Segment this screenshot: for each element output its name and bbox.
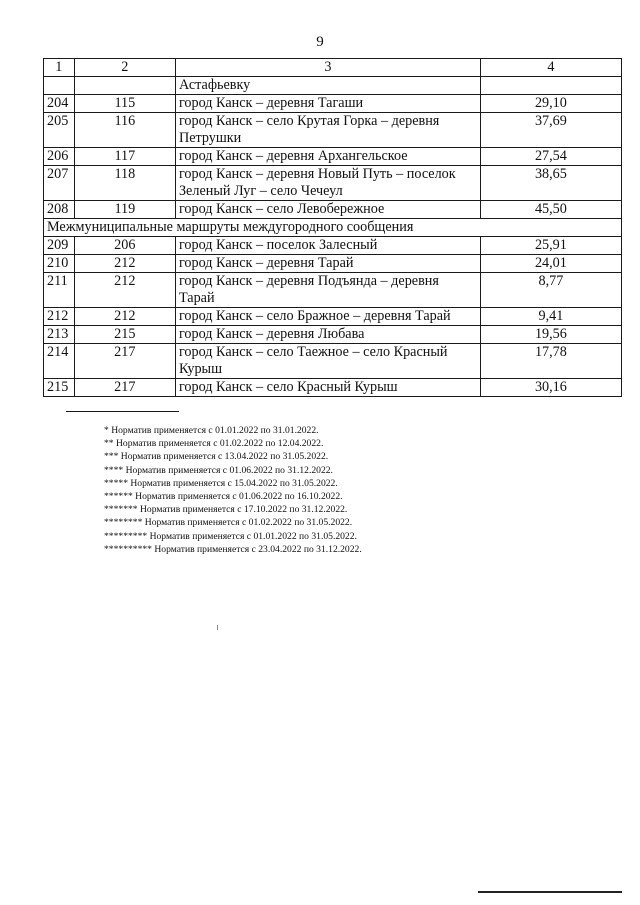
footnote-item: *** Норматив применяется с 13.04.2022 по 31.05.2022. (104, 451, 329, 463)
table-row (44, 273, 622, 308)
cell-col-2: 119 (74, 201, 175, 219)
cell-col-2: 117 (74, 148, 175, 166)
cell-col-2: 212 (74, 308, 175, 326)
cell-col-2 (74, 77, 175, 95)
cell-col-4: 37,69 (480, 113, 621, 148)
footnotes-list (104, 424, 362, 556)
scan-mark (217, 625, 218, 630)
header-cell-4: 4 (480, 59, 621, 77)
table-row (44, 255, 622, 273)
footnote-item: ***** Норматив применяется с 15.04.2022 по 31.05.2022. (104, 477, 338, 489)
cell-col-3: город Канск – село Крутая Горка – деревня Петрушки (175, 113, 480, 148)
table-header-row (44, 59, 622, 77)
cell-col-4 (480, 77, 621, 95)
cell-col-2: 217 (74, 344, 175, 379)
table-row (44, 326, 622, 344)
table-row (44, 77, 622, 95)
table-row (44, 148, 622, 166)
footnote-item: ****** Норматив применяется с 01.06.2022 по 16.10.2022. (104, 491, 343, 503)
cell-col-4: 9,41 (480, 308, 621, 326)
bottom-scan-line (478, 891, 622, 893)
header-cell-2: 2 (74, 59, 175, 77)
cell-col-3: город Канск – деревня Подъянда – деревня Тарай (175, 273, 480, 308)
cell-col-3: город Канск – село Бражное – деревня Тарай (175, 308, 480, 326)
footnote-item: ******** Норматив применяется с 01.02.2022 по 31.05.2022. (104, 517, 353, 529)
cell-col-1: 213 (44, 326, 75, 344)
cell-col-1: 208 (44, 201, 75, 219)
cell-col-3: город Канск – деревня Архангельское (175, 148, 480, 166)
cell-col-3: Астафьевку (175, 77, 480, 95)
cell-col-4: 19,56 (480, 326, 621, 344)
section-row (44, 219, 622, 237)
cell-col-2: 206 (74, 237, 175, 255)
cell-col-1: 209 (44, 237, 75, 255)
header-cell-1: 1 (44, 59, 75, 77)
cell-col-4: 38,65 (480, 166, 621, 201)
footnote-item: * Норматив применяется с 01.01.2022 по 31.01.2022. (104, 425, 319, 436)
cell-col-1: 211 (44, 273, 75, 308)
cell-col-1: 205 (44, 113, 75, 148)
table-row (44, 95, 622, 113)
cell-col-3: город Канск – деревня Тарай (175, 255, 480, 273)
footnote-item: ** Норматив применяется с 01.02.2022 по 12.04.2022. (104, 438, 324, 450)
cell-col-4: 24,01 (480, 255, 621, 273)
footnote-separator (66, 411, 179, 412)
cell-col-4: 30,16 (480, 379, 621, 397)
section-title: Межмуниципальные маршруты междугородного сообщения (44, 219, 622, 237)
routes-table (43, 58, 622, 397)
cell-col-1: 212 (44, 308, 75, 326)
cell-col-3: город Канск – село Красный Курыш (175, 379, 480, 397)
table-row (44, 166, 622, 201)
cell-col-4: 45,50 (480, 201, 621, 219)
cell-col-3: город Канск – деревня Тагаши (175, 95, 480, 113)
cell-col-2: 118 (74, 166, 175, 201)
cell-col-1: 207 (44, 166, 75, 201)
footnote-item: ******* Норматив применяется с 17.10.2022 по 31.12.2022. (104, 504, 348, 516)
cell-col-3: город Канск – поселок Залесный (175, 237, 480, 255)
table-row (44, 308, 622, 326)
cell-col-2: 212 (74, 255, 175, 273)
cell-col-1: 204 (44, 95, 75, 113)
cell-col-2: 217 (74, 379, 175, 397)
cell-col-2: 116 (74, 113, 175, 148)
table-row (44, 201, 622, 219)
header-cell-3: 3 (175, 59, 480, 77)
cell-col-3: город Канск – село Таежное – село Красный Курыш (175, 344, 480, 379)
cell-col-3: город Канск – деревня Любава (175, 326, 480, 344)
cell-col-4: 17,78 (480, 344, 621, 379)
cell-col-1: 206 (44, 148, 75, 166)
table-row (44, 113, 622, 148)
table-row (44, 379, 622, 397)
cell-col-2: 115 (74, 95, 175, 113)
footnote-item: **** Норматив применяется с 01.06.2022 по 31.12.2022. (104, 464, 333, 476)
cell-col-4: 8,77 (480, 273, 621, 308)
cell-col-4: 29,10 (480, 95, 621, 113)
cell-col-4: 27,54 (480, 148, 621, 166)
footnote-item: ********** Норматив применяется с 23.04.2022 по 31.12.2022. (104, 543, 362, 555)
page-number: 9 (316, 34, 324, 50)
footnote-item: ********* Норматив применяется с 01.01.2022 по 31.05.2022. (104, 530, 357, 542)
cell-col-3: город Канск – село Левобережное (175, 201, 480, 219)
table-body (44, 59, 622, 397)
cell-col-1: 210 (44, 255, 75, 273)
table-row (44, 237, 622, 255)
table-row (44, 344, 622, 379)
cell-col-4: 25,91 (480, 237, 621, 255)
cell-col-1 (44, 77, 75, 95)
cell-col-1: 215 (44, 379, 75, 397)
cell-col-2: 215 (74, 326, 175, 344)
cell-col-2: 212 (74, 273, 175, 308)
cell-col-1: 214 (44, 344, 75, 379)
cell-col-3: город Канск – деревня Новый Путь – поселок Зеленый Луг – село Чечеул (175, 166, 480, 201)
